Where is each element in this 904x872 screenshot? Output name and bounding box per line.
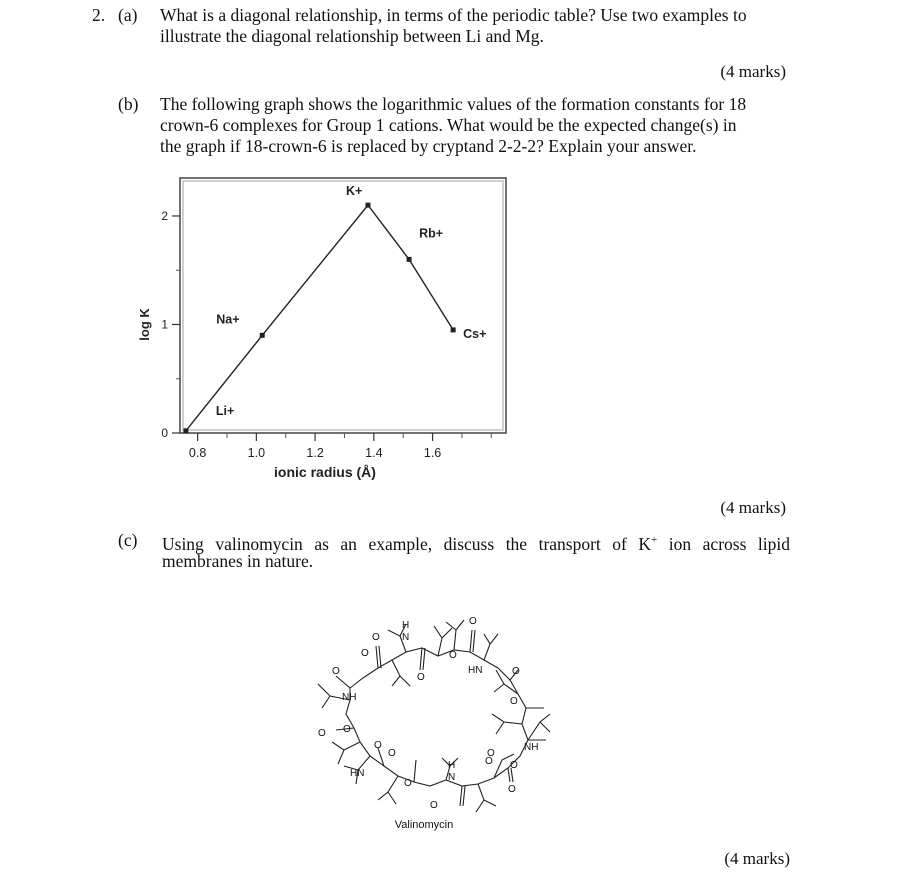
part-c-line1-post: ion across lipid — [657, 533, 790, 554]
valinomycin-structure — [288, 590, 588, 840]
atom-h: H — [448, 760, 456, 771]
atom-o: O — [512, 666, 520, 677]
valinomycin-svg — [288, 590, 588, 840]
y-tick-label: 2 — [161, 208, 168, 223]
part-c-marks: (4 marks) — [724, 849, 790, 868]
point-label: Rb+ — [419, 226, 444, 241]
part-c-line1-pre: Using valinomycin as an example, discuss the transport of K — [162, 533, 652, 554]
atom-hn: HN — [350, 768, 365, 779]
atom-n: N — [448, 772, 456, 783]
atom-o: O — [508, 784, 516, 795]
molecule-caption: Valinomycin — [394, 819, 454, 831]
x-tick-label: 1.6 — [423, 446, 442, 460]
plot-inner-shade — [183, 181, 503, 430]
plot-frame — [180, 178, 506, 433]
x-axis-title: ionic radius (Å) — [274, 464, 376, 480]
atom-o: O — [374, 740, 382, 751]
part-c-line1-sup: + — [651, 534, 658, 546]
part-a-marks: (4 marks) — [720, 62, 786, 81]
atom-o: O — [361, 648, 369, 659]
part-b-label: (b) — [118, 94, 139, 114]
atom-hn: HN — [468, 665, 483, 676]
data-point — [365, 203, 370, 208]
x-tick-label: 0.8 — [188, 446, 207, 460]
question-number: 2. — [92, 5, 106, 25]
y-tick-label: 1 — [161, 317, 168, 332]
part-b-line1: The following graph shows the logarithmic values of the formation constants for 18 — [160, 94, 747, 114]
atom-o: O — [332, 666, 340, 677]
data-point — [183, 428, 188, 433]
atom-nh: NH — [342, 692, 357, 703]
atom-o: O — [372, 632, 380, 643]
atom-o: O — [510, 696, 518, 707]
part-b-line3: the graph if 18-crown-6 is replaced by cryptand 2-2-2? Explain your answer. — [160, 136, 697, 156]
x-tick-label: 1.4 — [365, 446, 383, 460]
part-c-label: (c) — [118, 530, 138, 550]
atom-o: O — [343, 724, 351, 735]
part-a-label: (a) — [118, 5, 138, 25]
atom-o: O — [487, 748, 495, 759]
formation-constant-chart — [125, 170, 525, 490]
point-label: K+ — [345, 184, 363, 199]
part-c-line2: membranes in nature. — [162, 551, 314, 571]
data-point — [407, 257, 412, 262]
valinomycin-atom-labels — [318, 616, 538, 811]
atom-o: O — [318, 728, 326, 739]
atom-o: O — [430, 800, 438, 811]
atom-o: O — [485, 756, 493, 767]
y-tick-label: 0 — [161, 426, 168, 440]
x-tick-label: 1.2 — [306, 446, 324, 460]
part-b-line2: crown-6 complexes for Group 1 cations. What would be the expected change(s) in — [160, 115, 737, 135]
part-a-line2: illustrate the diagonal relationship between Li and Mg. — [160, 26, 544, 46]
chart-svg — [125, 170, 525, 490]
data-point — [260, 333, 265, 338]
atom-n: N — [402, 632, 410, 643]
atom-nh: NH — [524, 742, 539, 753]
point-label: Cs+ — [463, 326, 487, 341]
atom-o: O — [449, 650, 457, 661]
part-a-line1: What is a diagonal relationship, in terms of the periodic table? Use two examples to — [160, 5, 747, 25]
atom-o: O — [469, 616, 477, 627]
y-axis-title: log K — [137, 308, 152, 341]
point-label: Li+ — [215, 403, 235, 418]
atom-o: O — [510, 760, 518, 771]
atom-o: O — [417, 672, 425, 683]
point-label: Na+ — [216, 312, 240, 327]
atom-o: O — [388, 748, 396, 759]
atom-o: O — [404, 778, 412, 789]
x-tick-label: 1.0 — [247, 446, 266, 460]
part-b-marks: (4 marks) — [720, 498, 786, 517]
atom-h: H — [402, 620, 410, 631]
data-point — [451, 327, 456, 332]
